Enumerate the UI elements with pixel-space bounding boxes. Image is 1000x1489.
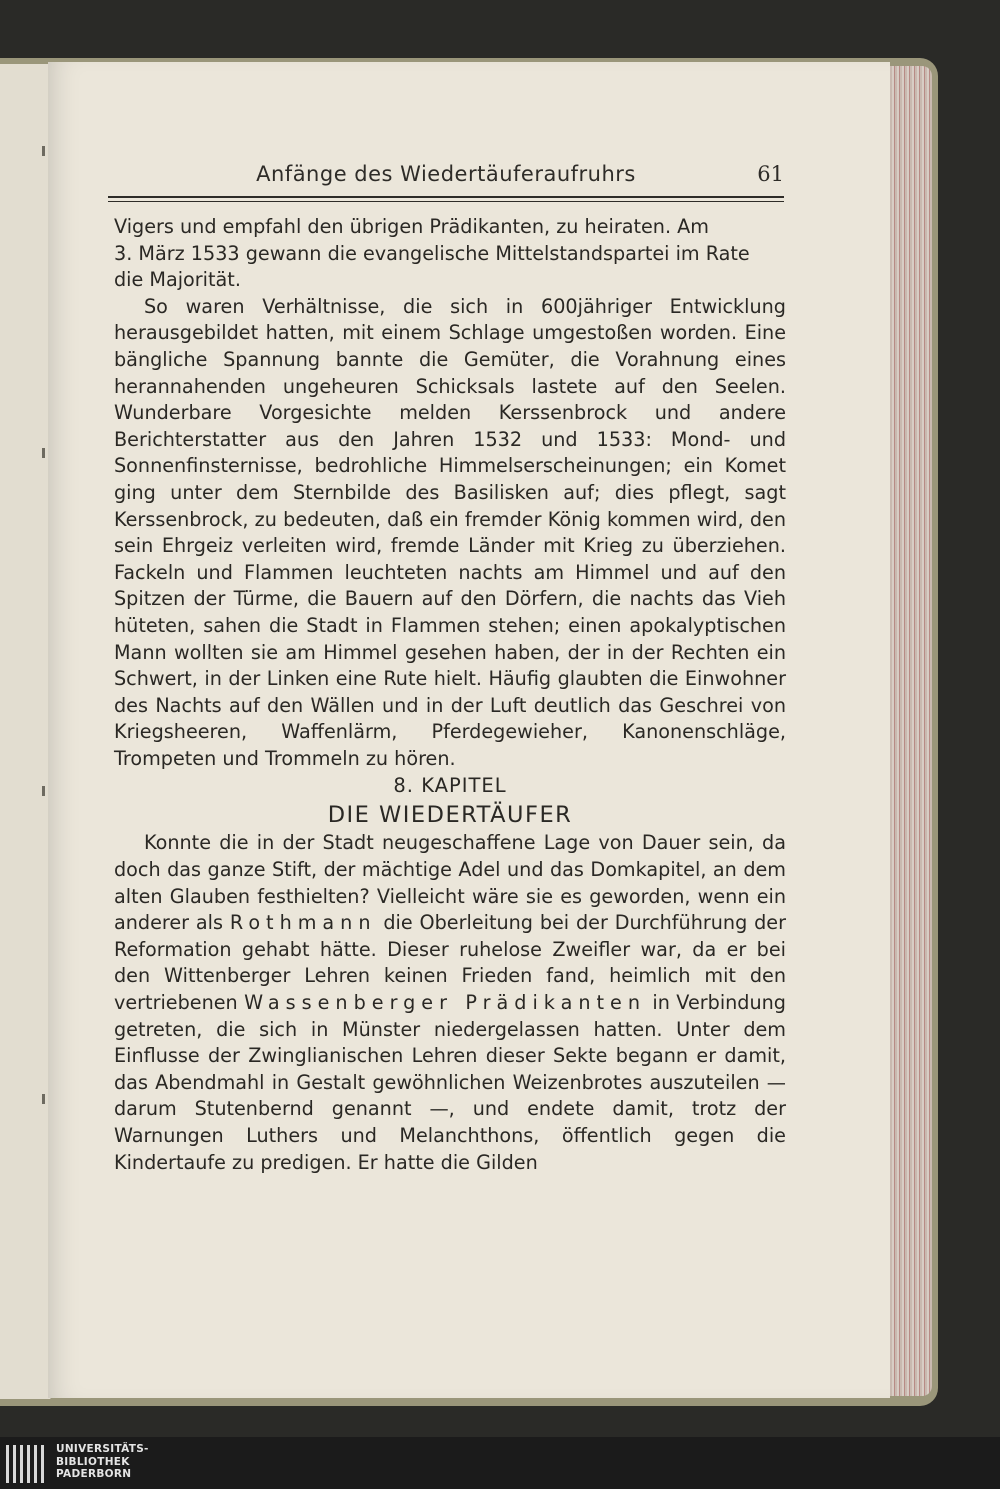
text-run: die Oberleitung bei der Durchführung der Reformation gehabt hätte. Dieser ruhelose Zweifler war, da er bei den Wittenberger Lehren keinen Frieden fand, heimlich mit den vertriebenen bbox=[114, 911, 786, 1015]
paragraph: So waren Verhältnisse, die sich in 600jähriger Entwicklung herausgebildet hatten, mit einem Schlage umgestoßen worden. Eine bängliche Spannung bannte die Gemüter, die Vorahnung eines herannahenden ungeheuren Schicksals lastete auf den Seelen. Wunderbare Vorgesichte melden Kerssenbrock und andere Berichterstatter aus den Jahren 1532 und 1533: Mond- und Sonnenfinsternisse, bedrohliche Himmelserscheinungen; ein Komet ging unter dem Sternbilde des Basilisken auf; dies pflegt, sagt Kerssenbrock, zu bedeuten, daß ein fremder König kommen wird, den sein Ehrgeiz verleiten wird, fremde Länder mit Krieg zu überziehen. Fackeln und Flammen leuchteten nachts am Himmel und auf den Spitzen der Türme, die Bauern auf den Dörfern, die nachts das Vieh hüteten, sahen die Stadt in Flammen stehen; einen apokalyptischen Mann wollten sie am Himmel gesehen haben, der in der Rechten ein Schwert, in der Linken eine Rute hielt. Häufig glaubten die Einwohner des Nachts auf den Wällen und in der Luft deutlich das Geschrei von Kriegsheeren, Waffenlärm, Pferdegewieher, Kanonenschläge, Trompeten und Trommeln zu hören. bbox=[114, 294, 786, 770]
chapter-number: 8. KAPITEL bbox=[393, 774, 507, 798]
body-text bbox=[114, 214, 786, 1176]
header-rule-thin bbox=[108, 201, 784, 202]
header-rule bbox=[108, 196, 784, 198]
text-run: in Verbindung getreten, die sich in Münster niedergelassen hatten. Unter dem Einflusse der Zwinglianischen Lehren dieser Sekte begann er damit, das Abendmahl in Gestalt gewöhnlichen Weizenbrotes auszuteilen — darum Stutenbernd genannt —, und endete damit, trotz der Warnungen Luthers und Melanchthons, öffentlich gegen die Kindertaufe zu predigen. Er hatte die Gilden bbox=[114, 991, 786, 1174]
binding-stitch bbox=[42, 146, 45, 156]
text-line: Vigers und empfahl den übrigen Prädikanten, zu heiraten. Am bbox=[114, 215, 709, 238]
spaced-name: Wassenberger Prädikanten bbox=[244, 991, 646, 1015]
running-header bbox=[108, 162, 784, 192]
library-logo-icon bbox=[6, 1445, 50, 1483]
running-title: Anfänge des Wiedertäuferaufruhrs bbox=[256, 162, 636, 186]
binding-stitch bbox=[42, 1094, 45, 1104]
spaced-name: Rothmann bbox=[229, 911, 377, 935]
page-number: 61 bbox=[757, 162, 784, 186]
paragraph bbox=[114, 830, 786, 1176]
text-line: die Majorität. bbox=[114, 268, 241, 292]
binding-stitch bbox=[42, 448, 45, 458]
library-footer bbox=[0, 1437, 1000, 1489]
text-run: Konnte die in der Stadt neugeschaffene Lage von Dauer sein, da doch das ganze Stift, der mächtige Adel und das Domkapitel, an dem alten Glauben festhielten? Vielleicht wäre sie es geworden, wenn ein anderer als bbox=[114, 831, 786, 935]
chapter-title: DIE WIEDERTÄUFER bbox=[327, 802, 573, 829]
text-line: 3. März 1533 gewann die evangelische Mittelstandspartei im Rate bbox=[114, 241, 750, 265]
paragraph bbox=[114, 214, 786, 294]
library-logo-text: UNIVERSITÄTS- BIBLIOTHEK PADERBORN bbox=[56, 1443, 149, 1480]
binding-stitch bbox=[42, 786, 45, 796]
left-page-sliver bbox=[0, 64, 51, 1399]
